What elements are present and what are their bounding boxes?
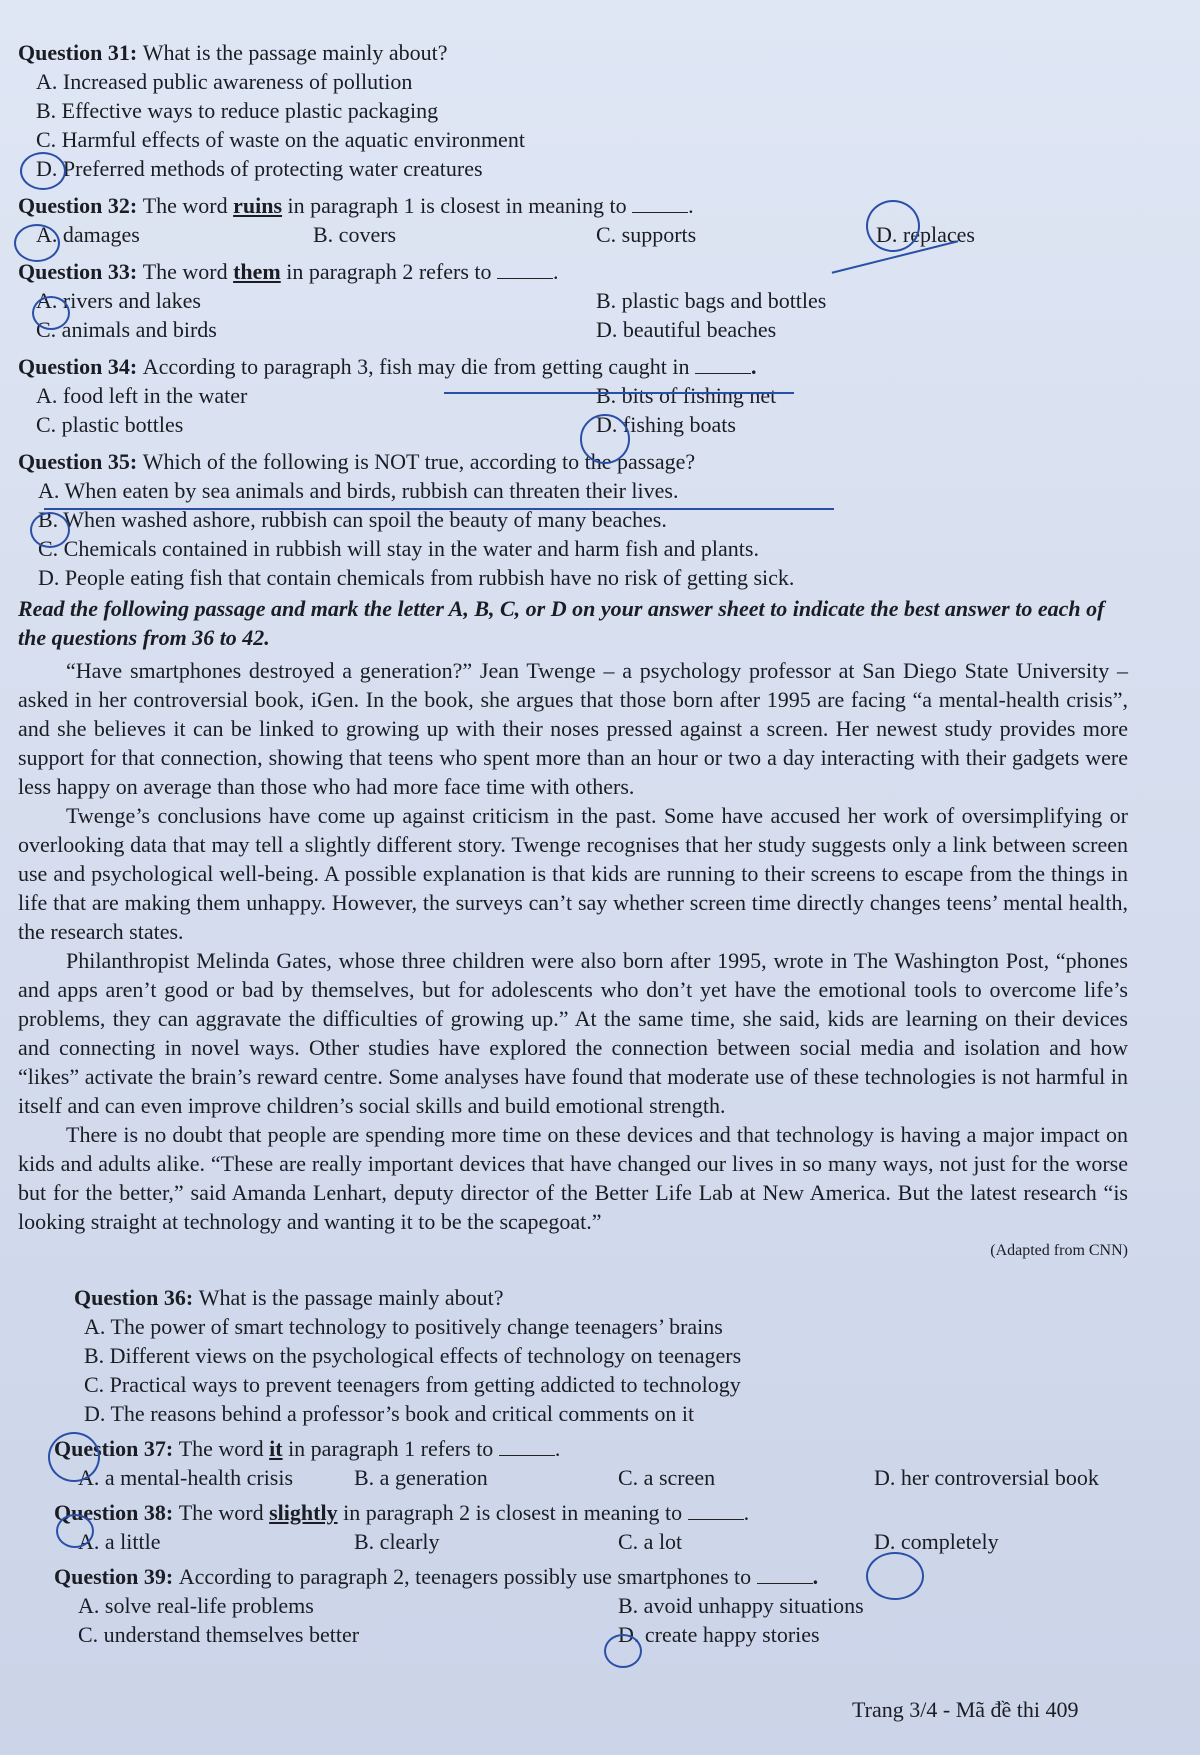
option-a[interactable]: A. food left in the water: [36, 383, 248, 408]
reading-instruction: Read the following passage and mark the letter A, B, C, or D on your answer sheet to indicate the best answer to each of the questions from 36 to 42.: [18, 596, 1105, 650]
option-b[interactable]: B. Different views on the psychological effects of technology on teenagers: [84, 1343, 742, 1368]
option-c[interactable]: C. animals and birds: [36, 317, 217, 342]
option-c[interactable]: C. Practical ways to prevent teenagers from getting addicted to technology: [84, 1372, 741, 1397]
passage-source: (Adapted from CNN): [990, 1242, 1128, 1259]
question-number: Question 35:: [18, 449, 138, 474]
question-text: According to paragraph 3, fish may die from getting caught in: [142, 354, 690, 379]
question-text: What is the passage mainly about?: [198, 1285, 504, 1310]
question-32: Question 32: The word ruins in paragraph 1 is closest in meaning to . A. damages B. covers C. supports D. replaces: [18, 193, 975, 247]
option-b[interactable]: B. bits of fishing net: [596, 383, 777, 408]
option-c[interactable]: C. understand themselves better: [78, 1622, 360, 1647]
answer-blank: [497, 260, 553, 279]
question-number: Question 33:: [18, 259, 138, 284]
option-d[interactable]: D. fishing boats: [596, 412, 736, 437]
question-text: What is the passage mainly about?: [142, 40, 448, 65]
option-c[interactable]: C. a lot: [618, 1529, 683, 1554]
option-c[interactable]: C. a screen: [618, 1465, 716, 1490]
answer-blank: [499, 1437, 555, 1456]
question-number: Question 36:: [74, 1285, 194, 1310]
option-b[interactable]: B. Effective ways to reduce plastic packaging: [36, 98, 439, 123]
option-d[interactable]: D. her controversial book: [874, 1465, 1099, 1490]
passage-paragraph-3: Philanthropist Melinda Gates, whose three children were also born after 1995, wrote in The Washington Post, “phones and apps aren’t good or bad by themselves, but for adolescents who don’t yet have the emotional tools to overcome life’s problems, they can aggravate the difficulties of growing up.” At the same time, she said, kids are learning on their devices and connecting in novel ways. Other studies have explored the connection between social media and isolation and how “likes” activate the brain’s reward centre. Some analyses have found that moderate use of these technologies is not harmful in itself and can even improve children’s social skills and build emotional strength.: [18, 948, 1128, 1118]
question-37: Question 37: The word it in paragraph 1 refers to . A. a mental-health crisis B. a generation C. a screen D. her controversial book: [54, 1436, 1099, 1490]
question-38: Question 38: The word slightly in paragraph 2 is closest in meaning to . A. a little B. clearly C. a lot D. completely: [54, 1500, 999, 1554]
question-number: Question 34:: [18, 354, 138, 379]
option-a[interactable]: A. solve real-life problems: [78, 1593, 314, 1618]
question-39: Question 39: According to paragraph 2, teenagers possibly use smartphones to . A. solve real-life problems B. avoid unhappy situations C. understand themselves better D. create happy stories: [54, 1564, 864, 1647]
option-b[interactable]: B. When washed ashore, rubbish can spoil the beauty of many beaches.: [38, 507, 667, 532]
question-number: Question 32:: [18, 193, 138, 218]
answer-blank: [688, 1501, 744, 1520]
question-number: Question 39:: [54, 1564, 174, 1589]
answer-blank: [632, 194, 688, 213]
passage-paragraph-1: “Have smartphones destroyed a generation?” Jean Twenge – a psychology professor at San Diego State University – asked in her controversial book, iGen. In the book, she argues that those born after 1995 are facing “a mental-health crisis”, and she believes it can be linked to growing up with their noses pressed against a screen. Her newest study provides more support for that connection, showing that teens who spent more than an hour or two a day interacting with their gadgets were less happy on average than those who had more face time with others.: [18, 658, 1128, 799]
option-a[interactable]: A. a little: [78, 1529, 161, 1554]
option-d[interactable]: D. Preferred methods of protecting water creatures: [36, 156, 483, 181]
option-c[interactable]: C. Chemicals contained in rubbish will stay in the water and harm fish and plants.: [38, 536, 759, 561]
passage-paragraph-4: There is no doubt that people are spending more time on these devices and that technology is having a major impact on kids and adults alike. “These are really important devices that have changed our lives in so many ways, not just for the worse but for the better,” said Amanda Lenhart, deputy director of the Better Life Lab at New America. But the latest research “is looking straight at technology and wanting it to be the scapegoat.”: [18, 1122, 1128, 1234]
option-b[interactable]: B. a generation: [354, 1465, 488, 1490]
question-33: Question 33: The word them in paragraph 2 refers to . A. rivers and lakes B. plastic bags and bottles C. animals and birds D. beautiful beaches: [18, 259, 827, 342]
question-number: Question 37:: [54, 1436, 174, 1461]
question-number: Question 38:: [54, 1500, 174, 1525]
page-footer: Trang 3/4 - Mã đề thi 409: [852, 1697, 1079, 1722]
option-b[interactable]: B. avoid unhappy situations: [618, 1593, 864, 1618]
answer-blank: [757, 1565, 813, 1584]
option-d[interactable]: D. beautiful beaches: [596, 317, 777, 342]
option-d[interactable]: D. create happy stories: [618, 1622, 820, 1647]
exam-sheet: [18, 38, 1128, 1649]
option-a[interactable]: A. damages: [36, 222, 140, 247]
passage-paragraph-2: Twenge’s conclusions have come up against criticism in the past. Some have accused her work of oversimplifying or overlooking data that may tell a slightly different story. Twenge recognises that her study suggests only a link between screen use and psychological well-being. A possible explanation is that kids are running to their screens to escape from the things in life that are making them unhappy. However, the surveys can’t say whether screen time directly changes teens’ mental health, the research states.: [18, 803, 1128, 944]
question-31: [18, 38, 1128, 183]
option-c[interactable]: C. supports: [596, 222, 697, 247]
option-d[interactable]: D. The reasons behind a professor’s book and critical comments on it: [84, 1401, 695, 1426]
question-text: According to paragraph 2, teenagers possibly use smartphones to: [178, 1564, 752, 1589]
option-d[interactable]: D. People eating fish that contain chemicals from rubbish have no risk of getting sick.: [38, 565, 795, 590]
option-d[interactable]: D. replaces: [876, 222, 975, 247]
key-word: it: [269, 1436, 283, 1461]
question-text: Which of the following is NOT true, according to the passage?: [142, 449, 696, 474]
option-d[interactable]: D. completely: [874, 1529, 999, 1554]
option-b[interactable]: B. plastic bags and bottles: [596, 288, 827, 313]
option-c[interactable]: C. Harmful effects of waste on the aquatic environment: [36, 127, 525, 152]
option-b[interactable]: B. clearly: [354, 1529, 440, 1554]
option-a[interactable]: A. The power of smart technology to positively change teenagers’ brains: [84, 1314, 723, 1339]
question-35: [18, 447, 1128, 592]
option-c[interactable]: C. plastic bottles: [36, 412, 184, 437]
option-a[interactable]: A. When eaten by sea animals and birds, rubbish can threaten their lives.: [38, 478, 679, 503]
option-a[interactable]: A. Increased public awareness of pollution: [36, 69, 413, 94]
question-number: Question 31:: [18, 40, 138, 65]
option-b[interactable]: B. covers: [313, 222, 397, 247]
option-a[interactable]: A. a mental-health crisis: [78, 1465, 294, 1490]
reading-passage: [18, 656, 1128, 1236]
option-a[interactable]: A. rivers and lakes: [36, 288, 201, 313]
key-word: slightly: [269, 1500, 338, 1525]
question-34: Question 34: According to paragraph 3, fish may die from getting caught in . A. food left in the water B. bits of fishing net C. plastic bottles D. fishing boats: [18, 354, 777, 437]
question-36: [18, 1283, 1128, 1428]
answer-blank: [695, 355, 751, 374]
key-word: them: [233, 259, 281, 284]
key-word: ruins: [233, 193, 283, 218]
